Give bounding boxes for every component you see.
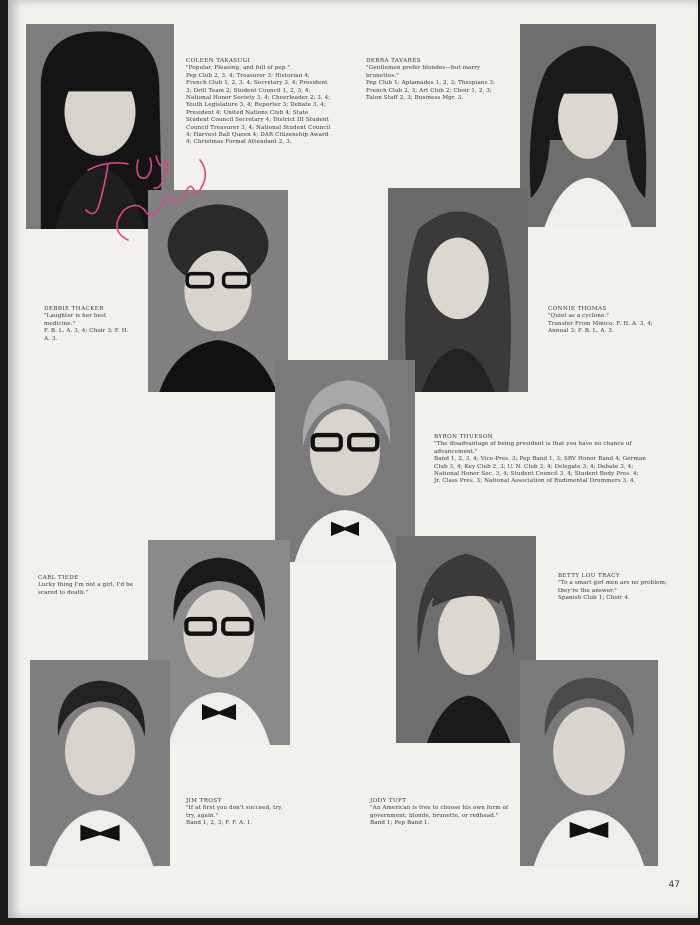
bio-betty-lou-tracy (558, 573, 668, 603)
bio-byron-thueson (434, 434, 646, 486)
student-name: JODY TUFT (370, 798, 407, 804)
portrait-carl-tiede (30, 660, 170, 866)
student-activities: Spanish Club 1; Choir 4. (558, 595, 630, 602)
student-name: DEBRA TAVARES (366, 58, 421, 64)
bio-jody-tuft (370, 798, 515, 828)
bio-connie-thomas (548, 306, 666, 336)
bio-coleen-takasugi (186, 58, 331, 147)
student-name: JIM TROST (186, 798, 222, 804)
student-quote: "To a smart girl men are no problem; they're the answer." (558, 580, 667, 594)
student-quote: Lucky thing I'm not a girl, I'd be scared to death." (38, 582, 134, 596)
bio-debra-tavares (366, 58, 506, 102)
student-name: BETTY LOU TRACY (558, 573, 620, 579)
student-quote: "Popular, Pleasing, and full of pep." (186, 65, 291, 72)
portrait-byron-thueson (275, 360, 415, 562)
student-quote: "An American is free to choose his own form of government; blonde, brunette, or redhead." (370, 805, 509, 819)
student-quote: "Gentlemen prefer blondes—but marry brunettes." (366, 65, 481, 79)
student-name: CONNIE THOMAS (548, 306, 607, 312)
student-activities: Pep Club 2, 3, 4; Treasurer 3; Historian 4; French Club 1, 2, 3, 4; Secretary 3, 4; President 3; Drill Team 2; Student Council 1, 2, 3, 4; National Honor Society 3, 4; Cheerleader 2, 3, 4; Youth Legislature 3, 4; Reporter 3; Debate 3, 4; President 4; United Nations Club 4; State Student Council Secretary 4; District III Student Council Treasurer 3, 4; National Student Council 4; Harvest Ball Queen 4; DAR Citizenship Award 4; Christmas Formal Attendant 2, 3. (186, 72, 331, 146)
student-quote: "If at first you don't succeed, try, try, again." (186, 805, 283, 819)
student-name: DEBBIE THACKER (44, 306, 104, 312)
bio-jim-trost (186, 798, 294, 828)
yearbook-page (8, 0, 698, 918)
student-activities: Band 1, 2, 3; F. F. A. 1. (186, 820, 253, 827)
portrait-betty-lou-tracy (520, 660, 658, 866)
student-activities: F. B. L. A. 3, 4; Choir 3; F. H. A. 3. (44, 328, 129, 342)
student-activities: Pep Club 1; Aplamados 1, 2, 3; Thespians 3; French Club 2, 3; Art Club 2; Choir 1, 2, 3; Talon Staff 2, 3; Business Mgr. 3. (366, 80, 496, 102)
portrait-debbie-thacker (148, 190, 288, 392)
student-activities: Band 1, 2, 3, 4; Vice-Pres. 3; Pep Band 1, 3; SRV Honor Band 4; German Club 3, 4; Key Club 2, 3; U. N. Club 3, 4; Delegate 3, 4; Debate 3, 4; National Honor Soc. 3, 4; Student Council 3, 4; Student Body Pres. 4; Jr. Class Pres. 3; National Association of Rudimental Drummers 3, 4. (434, 456, 647, 485)
student-activities: Band 1; Pep Band 1. (370, 820, 430, 827)
student-name: BYRON THUESON (434, 434, 494, 440)
page-number: 47 (668, 880, 680, 890)
student-quote: "The disadvantage of being president is that you have no chance of advancement." (434, 441, 632, 455)
bio-debbie-thacker (44, 306, 134, 343)
student-quote: "Laughter is her best medicine." (44, 313, 107, 327)
portrait-jody-tuft (396, 536, 536, 743)
portrait-debra-tavares (520, 24, 656, 227)
student-name: COLEEN TAKASUGI (186, 58, 251, 64)
student-name: CARL TIEDE (38, 575, 79, 581)
student-activities: Transfer From Minico: F. H. A. 3, 4; Annual 3; F. B. L. A. 3. (548, 320, 653, 335)
bio-carl-tiede (38, 575, 143, 597)
student-quote: "Quiet as a cyclone." (548, 313, 609, 320)
